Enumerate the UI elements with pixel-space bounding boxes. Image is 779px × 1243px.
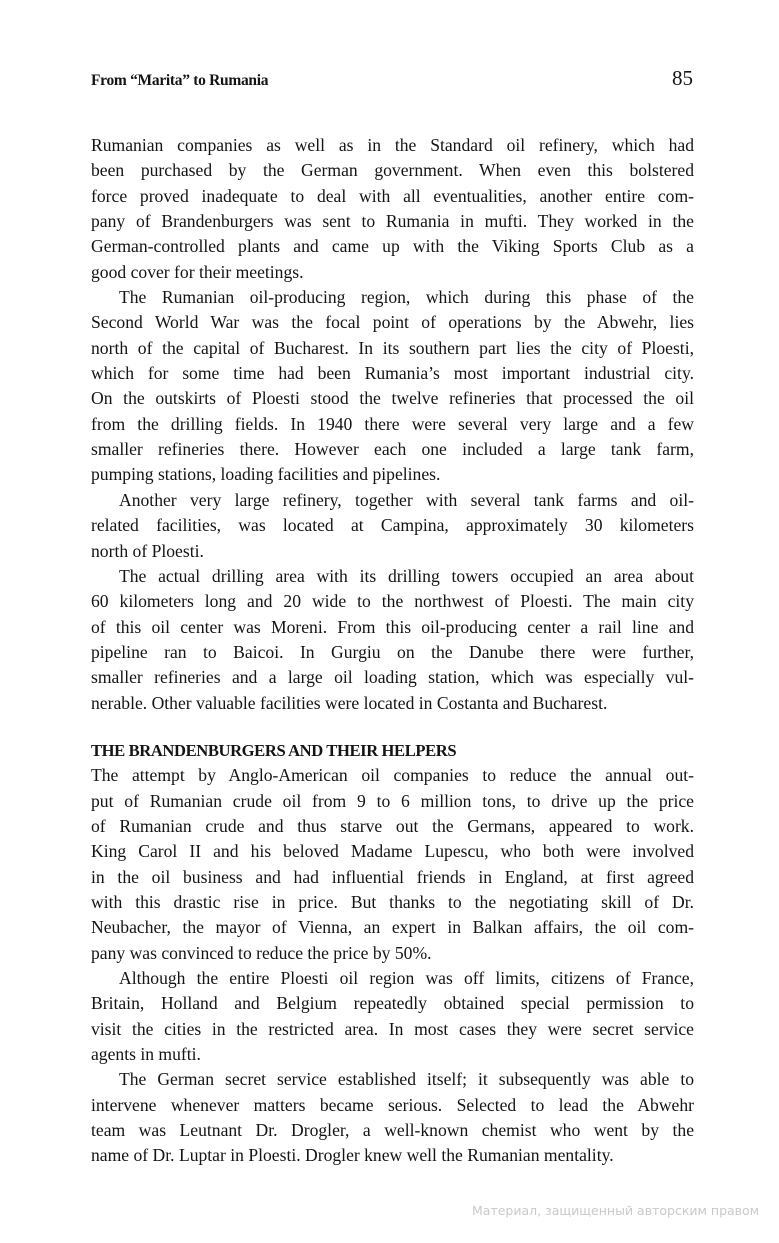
copyright-watermark: Материал, защищенный авторским правом [472, 1203, 760, 1218]
text-line: pipeline ran to Baicoi. In Gurgiu on the Danube there were further, [91, 641, 694, 662]
text-line: put of Rumanian crude oil from 9 to 6 million tons, to drive up the price [91, 790, 694, 811]
text-line: team was Leutnant Dr. Drogler, a well-known chemist who went by the [91, 1120, 694, 1141]
text-line: smaller refineries there. However each one included a large tank farm, [91, 439, 694, 460]
section-heading: THE BRANDENBURGERS AND THEIR HELPERS [91, 740, 457, 760]
text-line: good cover for their meetings. [91, 261, 304, 282]
paragraph [91, 966, 694, 1067]
text-line: pumping stations, loading facilities and pipelines. [91, 464, 441, 485]
text-line: Britain, Holland and Belgium repeatedly obtained special permission to [91, 993, 694, 1014]
text-line: pany was convinced to reduce the price by 50%. [91, 942, 432, 963]
text-line: Second World War was the focal point of operations by the Abwehr, lies [91, 312, 694, 333]
text-line: which for some time had been Rumania’s most important industrial city. [91, 363, 694, 384]
text-line: The actual drilling area with its drilling towers occupied an area about [119, 565, 694, 586]
text-line: German-controlled plants and came up with the Viking Sports Club as a [91, 236, 694, 257]
body-text [91, 133, 694, 1169]
text-line: smaller refineries and a large oil loading station, which was especially vul- [91, 667, 694, 688]
text-line: from the drilling fields. In 1940 there were several very large and a few [91, 413, 694, 434]
text-line: Although the entire Ploesti oil region was off limits, citizens of France, [119, 968, 694, 988]
text-line: of Rumanian crude and thus starve out the Germans, appeared to work. [91, 815, 694, 836]
text-line: in the oil business and had influential friends in England, at first agreed [91, 866, 694, 887]
text-line: of this oil center was Moreni. From this oil-producing center a rail line and [91, 616, 694, 637]
text-line: agents in mufti. [91, 1044, 201, 1065]
text-line: force proved inadequate to deal with all eventualities, another entire com- [91, 185, 694, 206]
text-line: been purchased by the German government. When even this bolstered [91, 160, 694, 181]
text-line: The Rumanian oil-producing region, which during this phase of the [119, 287, 694, 308]
text-line: nerable. Other valuable facilities were located in Costanta and Bucharest. [91, 692, 608, 713]
text-line: north of the capital of Bucharest. In its southern part lies the city of Ploesti, [91, 337, 694, 358]
text-line: On the outskirts of Ploesti stood the twelve refineries that processed the oil [91, 388, 694, 409]
paragraph [91, 1067, 694, 1168]
text-line: name of Dr. Luptar in Ploesti. Drogler knew well the Rumanian mentality. [91, 1145, 614, 1166]
paragraph [91, 133, 694, 285]
text-line: The attempt by Anglo-American oil companies to reduce the annual out- [91, 765, 694, 786]
text-line: intervene whenever matters became serious. Selected to lead the Abwehr [91, 1094, 694, 1115]
paragraph [91, 285, 694, 488]
text-line: pany of Brandenburgers was sent to Rumania in mufti. They worked in the [91, 211, 694, 232]
running-head [91, 68, 693, 92]
text-line: with this drastic rise in price. But thanks to the negotiating skill of Dr. [91, 891, 694, 912]
running-title: From “Marita” to Rumania [91, 72, 269, 89]
text-line: The German secret service established itself; it subsequently was able to [119, 1069, 694, 1090]
text-line: King Carol II and his beloved Madame Lupescu, who both were involved [91, 841, 694, 862]
text-line: related facilities, was located at Campina, approximately 30 kilometers [91, 515, 694, 536]
text-line: Rumanian companies as well as in the Standard oil refinery, which had [91, 135, 694, 155]
page-number: 85 [672, 66, 693, 90]
text-line: Neubacher, the mayor of Vienna, an expert in Balkan affairs, the oil com- [91, 917, 694, 938]
paragraph [91, 564, 694, 716]
section-paragraphs [91, 763, 694, 1169]
text-line: Another very large refinery, together with several tank farms and oil- [119, 489, 694, 510]
text-line: visit the cities in the restricted area. In most cases they were secret service [91, 1018, 694, 1039]
text-line: north of Ploesti. [91, 540, 204, 561]
paragraph [91, 763, 694, 966]
paragraph [91, 488, 694, 564]
pre-section-paragraphs [91, 133, 694, 716]
text-line: 60 kilometers long and 20 wide to the northwest of Ploesti. The main city [91, 591, 694, 612]
